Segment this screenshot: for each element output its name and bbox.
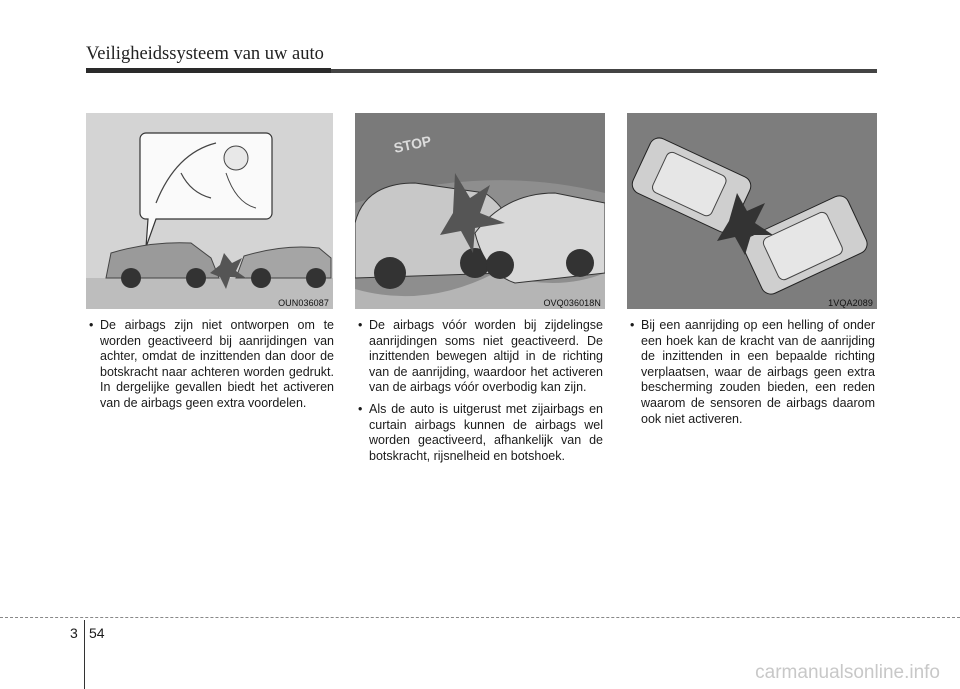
page-number: 54 bbox=[89, 625, 105, 641]
figure-angle-collision bbox=[627, 113, 877, 309]
column-1 bbox=[86, 318, 334, 418]
bullet-item: • Bij een aanrijding op een helling of onder een hoek kan de kracht van de aanrijding de inzittenden in een bepaalde richting verplaatsen, waar de airbags geen extra bescherming zouden bieden, een reden waarom de sensoren de airbags daarom ook niet activeren. bbox=[627, 318, 875, 427]
figure-side-collision bbox=[355, 113, 605, 309]
bullet-item: • Als de auto is uitgerust met zijairbags en curtain airbags kunnen de airbags wel worden geactiveerd, afhankelijk van de botskracht, rijsnelheid en botshoek. bbox=[355, 402, 603, 464]
rear-collision-illustration bbox=[86, 113, 333, 309]
bullet-item: • De airbags vóór worden bij zijdelingse aanrijdingen soms niet geactiveerd. De inzittenden bewegen altijd in de richting van de aanrijding, waardoor het activeren van de airbags vóór overbodig kan zijn. bbox=[355, 318, 603, 396]
column-2 bbox=[355, 318, 603, 470]
stop-road-marking: STOP bbox=[392, 132, 433, 156]
figure-code: OUN036087 bbox=[278, 298, 329, 308]
footer-vertical-rule bbox=[84, 620, 85, 689]
figure-code: 1VQA2089 bbox=[828, 298, 873, 308]
watermark: carmanualsonline.info bbox=[755, 662, 940, 683]
header-rule-accent bbox=[86, 68, 331, 73]
column-3 bbox=[627, 318, 875, 433]
chapter-number: 3 bbox=[70, 625, 78, 641]
angle-collision-illustration bbox=[627, 113, 877, 309]
bullet-item: • De airbags zijn niet ontworpen om te worden geactiveerd bij aanrijdingen van achter, omdat de inzittenden dan door de botskracht naar achteren worden gedrukt. In dergelijke gevallen biedt het activeren van de airbags geen extra voordelen. bbox=[86, 318, 334, 412]
footer-divider bbox=[0, 617, 960, 618]
side-collision-illustration bbox=[355, 113, 605, 309]
figure-rear-collision bbox=[86, 113, 333, 309]
figure-code: OVQ036018N bbox=[543, 298, 601, 308]
header-title: Veiligheidssysteem van uw auto bbox=[86, 44, 324, 64]
